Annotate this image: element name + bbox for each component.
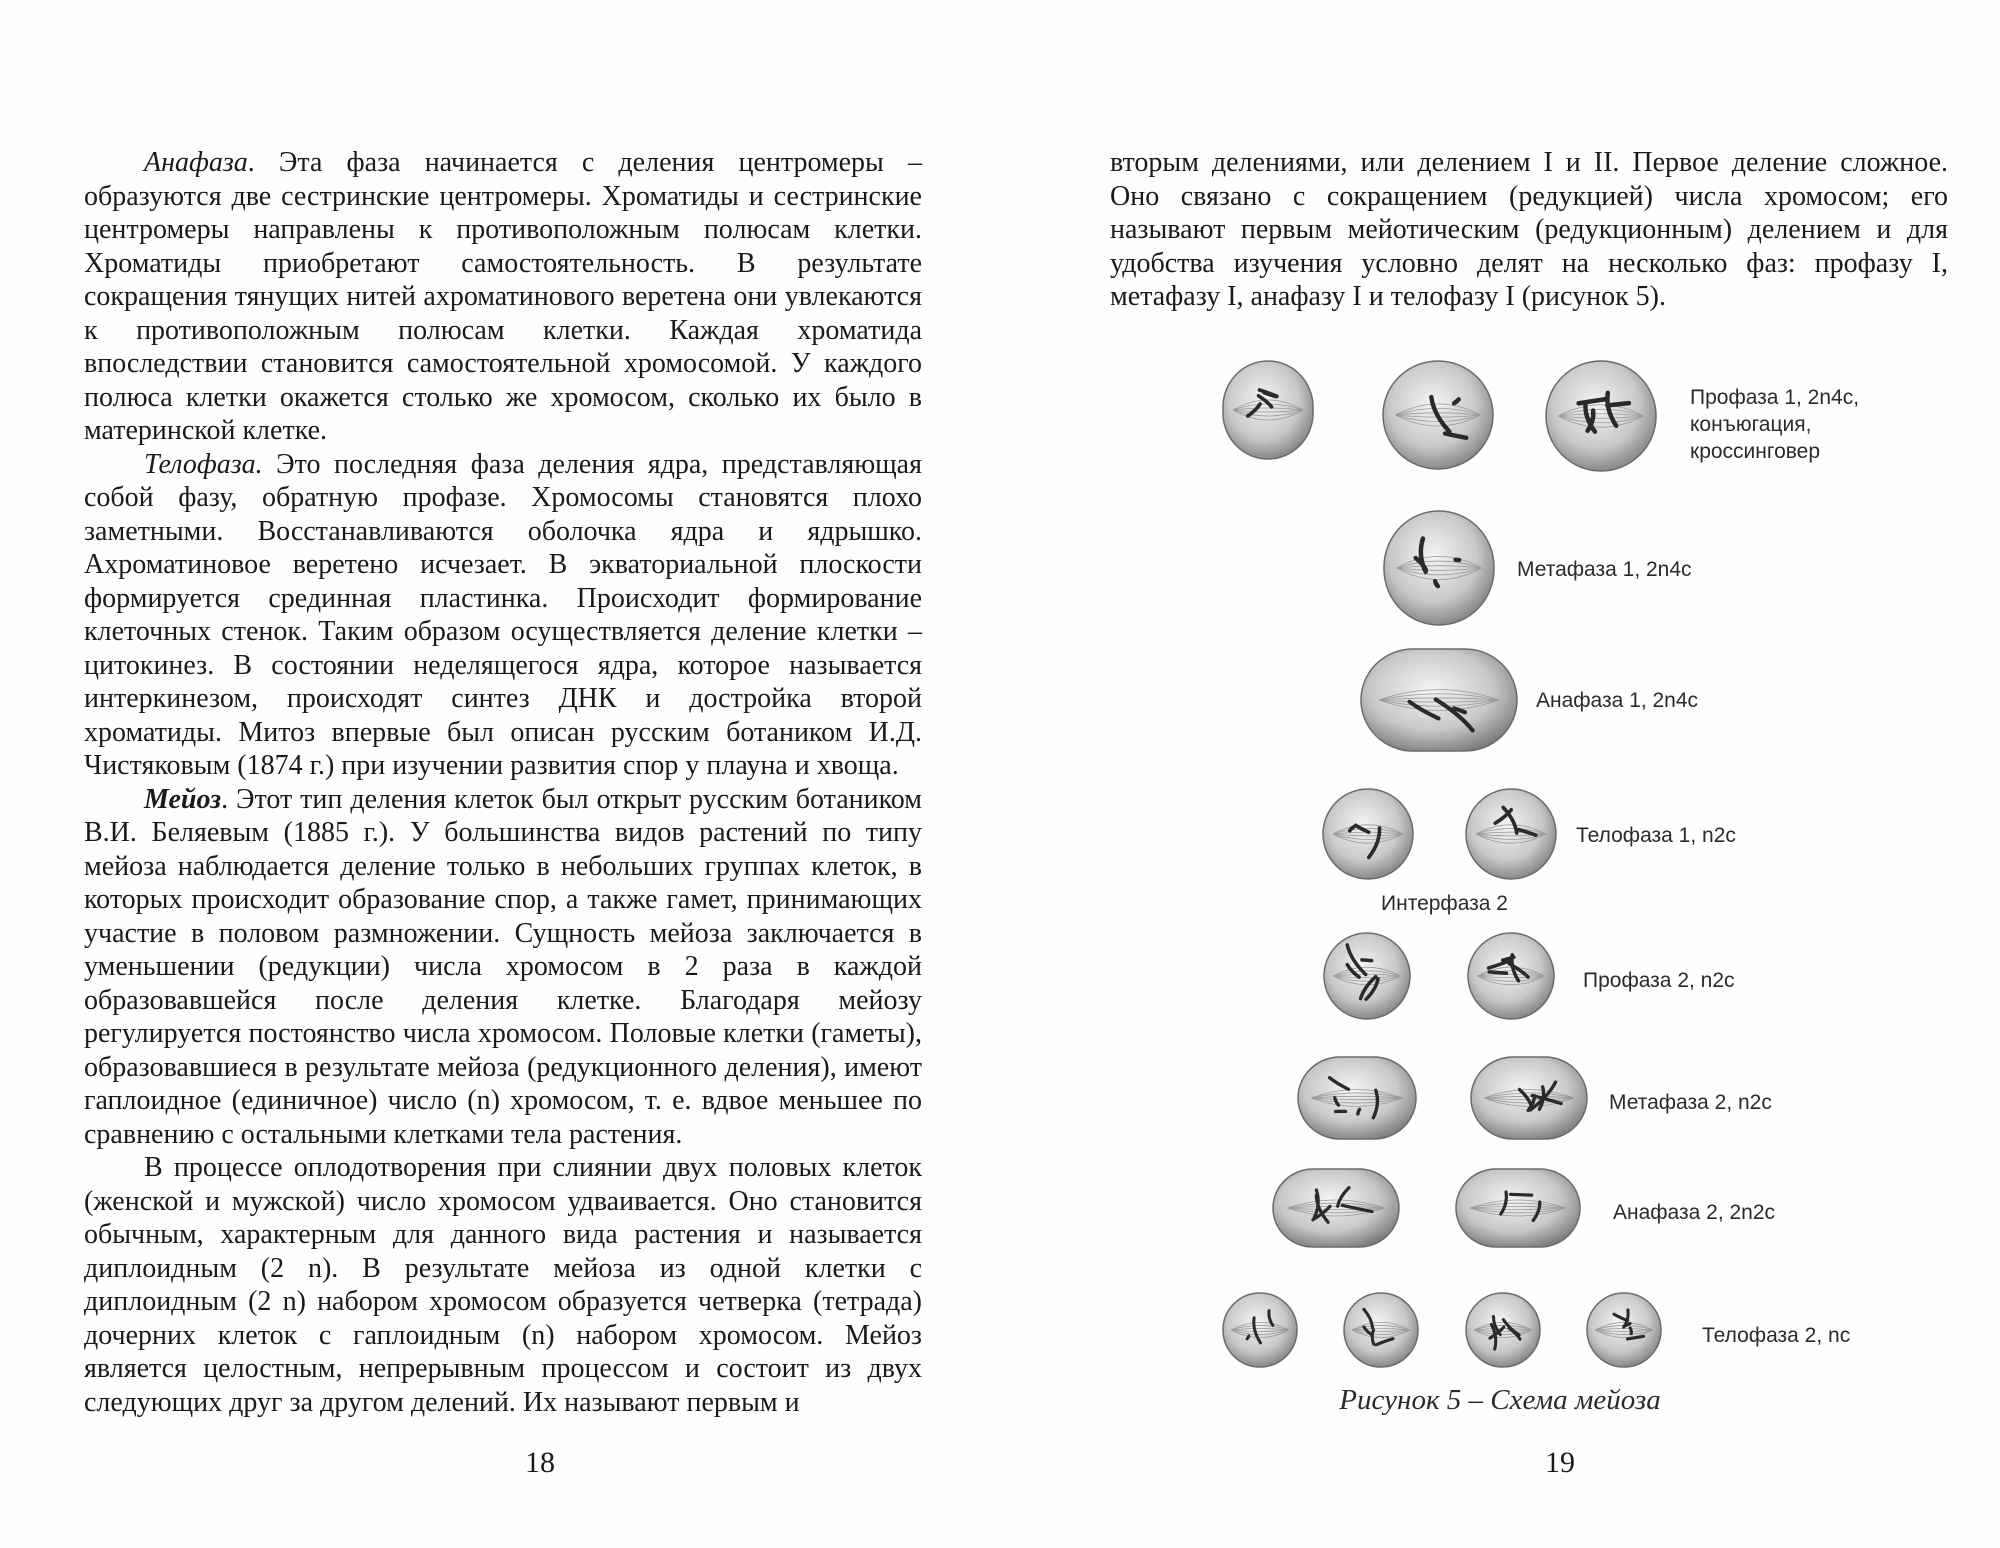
cell-prophase2-a — [1323, 932, 1411, 1020]
paragraph-anaphase — [84, 146, 922, 448]
right-page — [1000, 0, 2000, 1548]
term-anaphase: Анафаза — [144, 147, 248, 178]
paragraph-fertilization — [84, 1151, 922, 1419]
cell-anaphase2-a — [1272, 1168, 1400, 1248]
cell-telophase2-b — [1343, 1292, 1419, 1368]
label-metaphase1: Метафаза 1, 2n4c — [1517, 558, 1692, 581]
cell-telophase2-a — [1222, 1292, 1298, 1368]
paragraph-text: В процессе оплодотворения при слиянии двух половых клеток (женской и мужской) число хромосом удваивается. Оно становится обычным, характерным для данного вида растения и называется диплоидным (2 n). В результате мейоза из одной клетки с диплоидным (2 n) набором хромосом образуется четверка (тетрада) дочерних клеток с гаплоидным (n) набором хромосом. Мейоз является целостным, непрерывным процессом и состоит из двух следующих друг за другом делений. Их называют первым и — [84, 1152, 922, 1418]
page-number-right: 19 — [1545, 1446, 1575, 1479]
paragraph-telophase — [84, 448, 922, 783]
page-number-left: 18 — [525, 1446, 555, 1479]
meiosis-figure — [1000, 0, 2000, 1548]
paragraph-text: . Эта фаза начинается с деления центромеры – образуются две сестринские центромеры. Хроматиды и сестринские центромеры направлены к противоположным полюсам клетки. Хроматиды приобретают самостоятельность. В результате сокращения тянущих нитей ахроматинового веретена они увлекаются к противоположным полюсам клетки. Каждая хроматида впоследствии становится самостоятельной хромосомой. У каждого полюса клетки окажется столько же хромосом, сколько их было в материнской клетке. — [84, 147, 922, 446]
cell-metaphase1 — [1383, 510, 1495, 626]
paragraph-text: Это последняя фаза деления ядра, представляющая собой фазу, обратную профазе. Хромосомы становятся плохо заметными. Восстанавливаются оболочка ядра и ядрышко. Ахроматиновое веретено исчезает. В экваториальной плоскости формируется срединная пластинка. Происходит формирование клеточных стенок. Таким образом осуществляется деление клетки – цитокинез. В состоянии неделящегося ядра, которое называется интеркинезом, происходят синтез ДНК и достройка второй хроматиды. Митоз впервые был описан русским ботаником И.Д. Чистяковым (1874 г.) при изучении развития спор у плауна и хвоща. — [84, 448, 922, 781]
label-anaphase2: Анафаза 2, 2n2c — [1613, 1201, 1776, 1224]
cell-metaphase2-a — [1297, 1056, 1417, 1140]
label-anaphase1: Анафаза 1, 2n4c — [1536, 689, 1699, 712]
term-meiosis: Мейоз — [144, 783, 222, 815]
cell-prophase1-b — [1382, 360, 1494, 470]
cell-telophase2-c — [1465, 1292, 1541, 1368]
paragraph-meiosis — [84, 783, 922, 1152]
label-interphase2: Интерфаза 2 — [1381, 892, 1508, 915]
cell-prophase1-c — [1545, 360, 1657, 472]
label-line: конъюгация, — [1690, 413, 1812, 436]
paragraph-text: . Этот тип деления клеток был открыт русским ботаником В.И. Беляевым (1885 г.). У большинства видов растений по типу мейоза наблюдается деление только в небольших группах клеток, в которых происходит образование спор, а также гамет, принимающих участие в половом размножении. Сущность мейоза заключается в уменьшении (редукции) числа хромосом в 2 раза в каждой образовавшейся после деления клетке. Благодаря мейозу регулируется постоянство числа хромосом. Половые клетки (гаметы), образовавшиеся в результате мейоза (редукционного деления), имеют гаплоидное (единичное) число (n) хромосом, т. е. вдвое меньшее по сравнению с остальными клетками тела растения. — [84, 783, 922, 1150]
cell-prophase1-a — [1222, 360, 1314, 460]
cell-prophase2-b — [1467, 932, 1555, 1020]
label-telophase2: Телофаза 2, nc — [1702, 1324, 1851, 1347]
cell-telophase2-d — [1586, 1292, 1662, 1368]
label-line: Профаза 1, 2n4c, — [1690, 386, 1860, 409]
term-telophase: Телофаза. — [144, 448, 263, 480]
figure-caption: Рисунок 5 – Схема мейоза — [1339, 1384, 1661, 1416]
cell-telophase1-b — [1465, 788, 1557, 880]
left-text-block — [84, 146, 922, 1419]
label-metaphase2: Метафаза 2, n2c — [1609, 1091, 1772, 1114]
label-prophase1 — [1690, 384, 1859, 465]
label-prophase2: Профаза 2, n2c — [1583, 969, 1735, 992]
paragraph-continuation: вторым делениями, или делением I и II. Первое деление сложное. Оно связано с сокращением (редукцией) числа хромосом; его называют первым мейотическим (редукционным) делением и для удобства изучения условно делят на несколько фаз: профазу I, метафазу I, анафазу I и телофазу I (рисунок 5). — [1110, 147, 1948, 312]
cell-metaphase2-b — [1470, 1056, 1588, 1140]
cell-anaphase1 — [1360, 648, 1518, 752]
label-line: кроссинговер — [1690, 440, 1821, 463]
label-telophase1: Телофаза 1, n2c — [1576, 824, 1736, 847]
cell-anaphase2-b — [1455, 1168, 1581, 1248]
cell-telophase1-a — [1322, 788, 1414, 880]
